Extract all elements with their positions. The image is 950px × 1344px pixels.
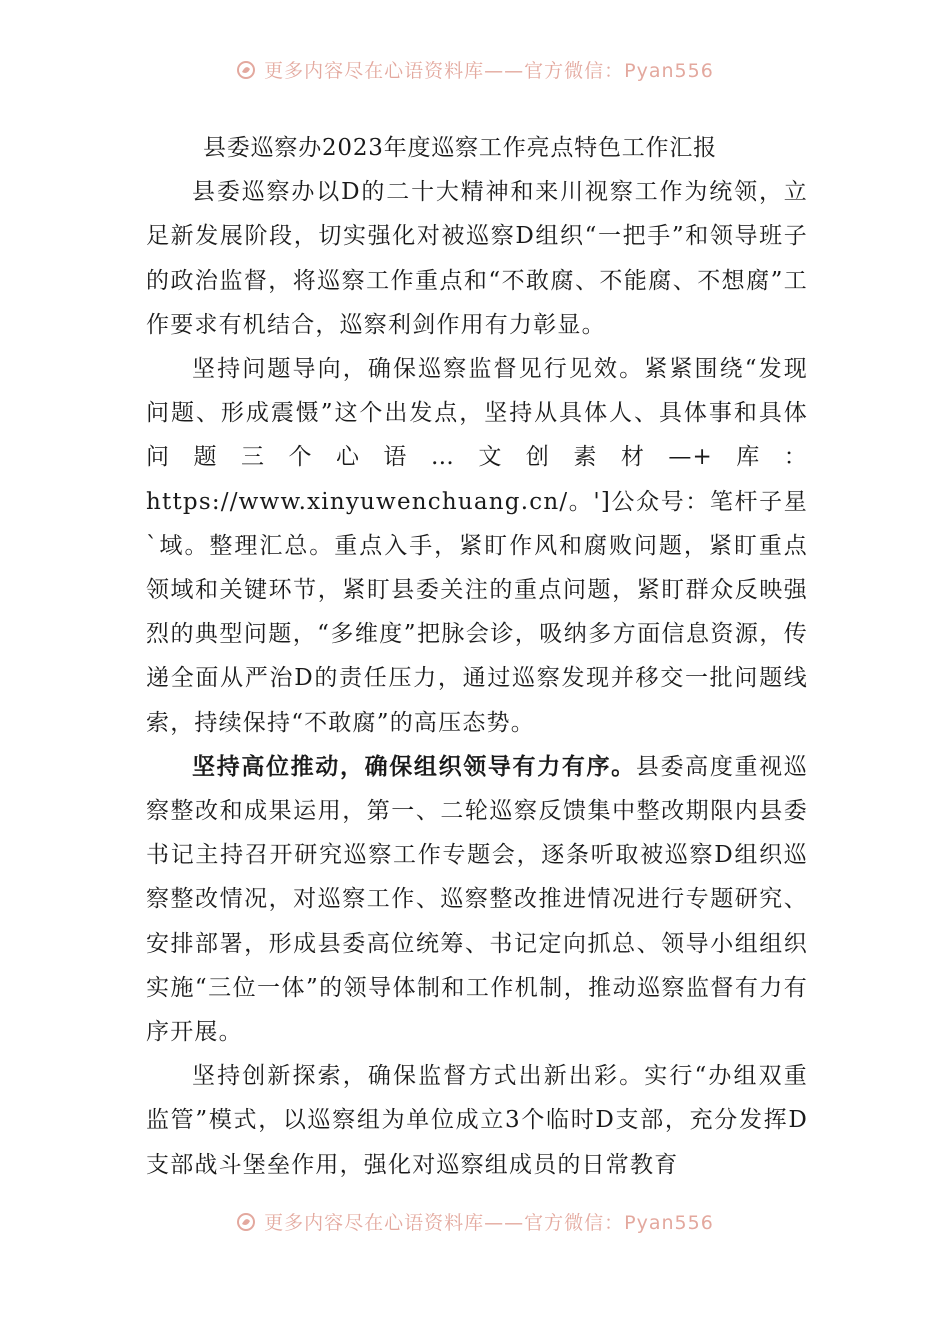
paragraph-intro	[146, 170, 808, 347]
paragraph-high-level-promotion-text: 县委高度重视巡察整改和成果运用，第一、二轮巡察反馈集中整改期限内县委书记主持召开研究巡察工作专题会，逐条听取被巡察D组织巡察整改情况，对巡察工作、巡察整改推进情况进行专题研究、安排部署，形成县委高位统筹、书记定向抓总、领导小组组织实施“三位一体”的领导体制和工作机制，推动巡察监督有力有序开展。	[146, 753, 808, 1046]
paragraph-innovation-text: 坚持创新探索，确保监督方式出新出彩。实行“办组双重监管”模式，以巡察组为单位成立3个临时D支部，充分发挥D支部战斗堡垒作用，强化对巡察组成员的日常教育	[146, 1063, 808, 1178]
paragraph-problem-oriented-text: 坚持问题导向，确保巡察监督见行见效。紧紧围绕“发现问题、形成震慑”这个出发点，坚持从具体人、具体事和具体问题三个心语…文创素材—+库：https://www.xinyuwenchuang.cn/。']公众号：笔杆子星`域。整理汇总。重点入手，紧盯作风和腐败问题，紧盯重点领域和关键环节，紧盯县委关注的重点问题，紧盯群众反映强烈的典型问题，“多维度”把脉会诊，吸纳多方面信息资源，传递全面从严治D的责任压力，通过巡察发现并移交一批问题线索，持续保持“不敢腐”的高压态势。	[146, 356, 808, 736]
watermark-logo-icon	[236, 60, 256, 80]
document-body	[146, 126, 808, 1187]
paragraph-high-level-promotion	[146, 745, 808, 1054]
footer-watermark-text: 更多内容尽在心语资料库——官方微信：Pyan556	[264, 1212, 714, 1234]
watermark-logo-icon	[236, 1212, 256, 1232]
paragraph-intro-text: 县委巡察办以D的二十大精神和来川视察工作为统领，立足新发展阶段，切实强化对被巡察D组织“一把手”和领导班子的政治监督，将巡察工作重点和“不敢腐、不能腐、不想腐”工作要求有机结合，巡察利剑作用有力彰显。	[146, 179, 808, 338]
header-watermark	[0, 56, 950, 86]
paragraph-high-level-promotion-lead: 坚持高位推动，确保组织领导有力有序。	[192, 753, 636, 780]
header-watermark-text: 更多内容尽在心语资料库——官方微信：Pyan556	[264, 60, 714, 82]
footer-watermark	[0, 1208, 950, 1238]
document-title: 县委巡察办2023年度巡察工作亮点特色工作汇报	[203, 135, 717, 161]
paragraph-problem-oriented	[146, 347, 808, 745]
paragraph-innovation	[146, 1054, 808, 1187]
